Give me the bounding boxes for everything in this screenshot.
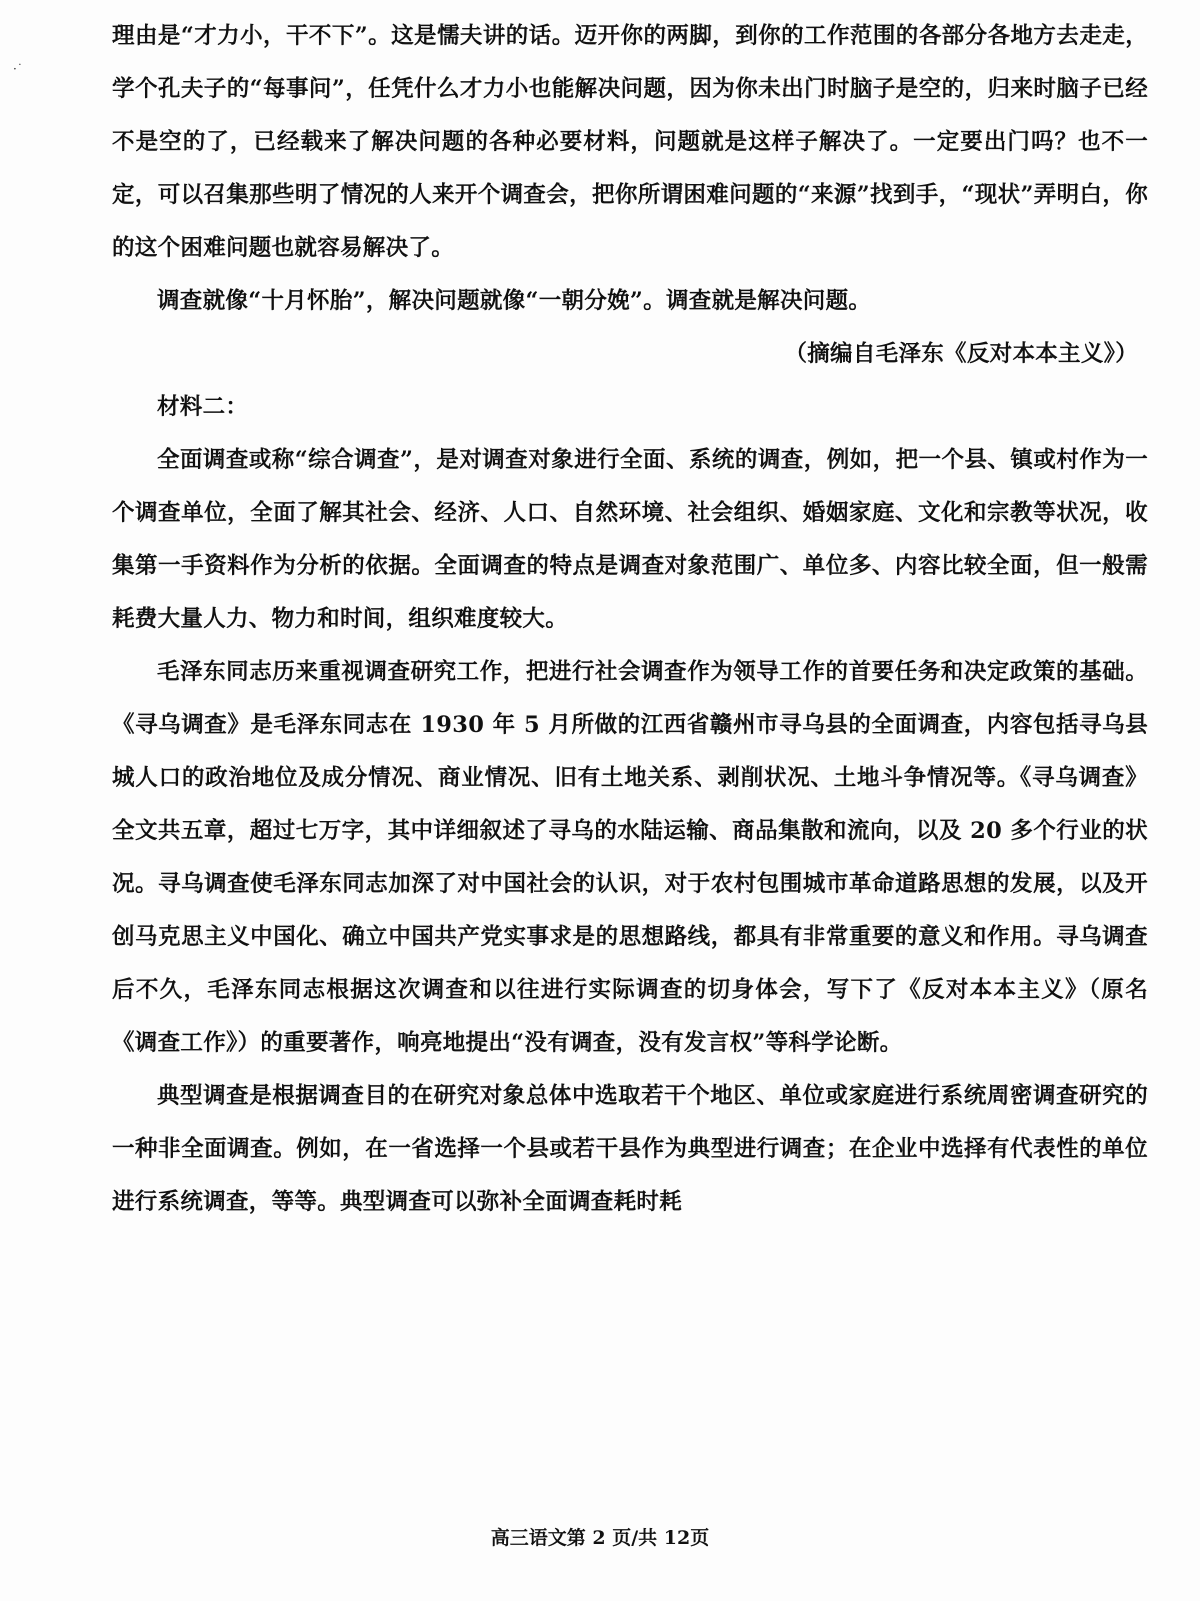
paragraph-comprehensive-survey: 全面调查或称“综合调查”，是对调查对象进行全面、系统的调查，例如，把一个县、镇或村作为一个调查单位，全面了解其社会、经济、人口、自然环境、社会组织、婚姻家庭、文化和宗教等状况，收集第一手资料作为分析的依据。全面调查的特点是调查对象范围广、单位多、内容比较全面，但一般需耗费大量人力、物力和时间，组织难度较大。 — [112, 447, 1148, 632]
section-heading: 材料二： — [157, 394, 249, 420]
source-citation: （摘编自毛泽东《反对本本主义》） — [784, 341, 1138, 367]
page-footer: 高三语文第 2 页/共 12页 — [490, 1527, 710, 1549]
paragraph-xunwu-survey: 毛泽东同志历来重视调查研究工作，把进行社会调查作为领导工作的首要任务和决定政策的基础。《寻乌调查》是毛泽东同志在 1930 年 5 月所做的江西省赣州市寻乌县的全面调查，内容包括寻乌县城人口的政治地位及成分情况、商业情况、旧有土地关系、剥削状况、土地斗争情况等。《寻乌调查》全文共五章，超过七万字，其中详细叙述了寻乌的水陆运输、商品集散和流向，以及 20 多个行业的状况。寻乌调查使毛泽东同志加深了对中国社会的认识，对于农村包围城市革命道路思想的发展，以及开创马克思主义中国化、确立中国共产党实事求是的思想路线，都具有非常重要的意义和作用。寻乌调查后不久，毛泽东同志根据这次调查和以往进行实际调查的切身体会，写下了《反对本本主义》（原名《调查工作》）的重要著作，响亮地提出“没有调查，没有发言权”等科学论断。 — [112, 659, 1148, 1056]
paragraph-typical-survey: 典型调查是根据调查目的在研究对象总体中选取若干个地区、单位或家庭进行系统周密调查研究的一种非全面调查。例如，在一省选择一个县或若干县作为典型进行调查；在企业中选择有代表性的单位进行系统调查，等等。典型调查可以弥补全面调查耗时耗 — [112, 1083, 1148, 1215]
page-body — [112, 10, 1148, 1229]
scan-speck-mark: ·˙ — [13, 62, 23, 76]
paragraph-continued: 理由是“才力小，干不下”。这是懦夫讲的话。迈开你的两脚，到你的工作范围的各部分各地方去走走，学个孔夫子的“每事问”，任凭什么才力小也能解决问题，因为你未出门时脑子是空的，归来时脑子已经不是空的了，已经载来了解决问题的各种必要材料，问题就是这样子解决了。一定要出门吗？也不一定，可以召集那些明了情况的人来开个调查会，把你所谓困难问题的“来源”找到手，“现状”弄明白，你的这个困难问题也就容易解决了。 — [112, 23, 1148, 261]
paragraph-summary: 调查就像“十月怀胎”，解决问题就像“一朝分娩”。调查就是解决问题。 — [157, 288, 872, 314]
